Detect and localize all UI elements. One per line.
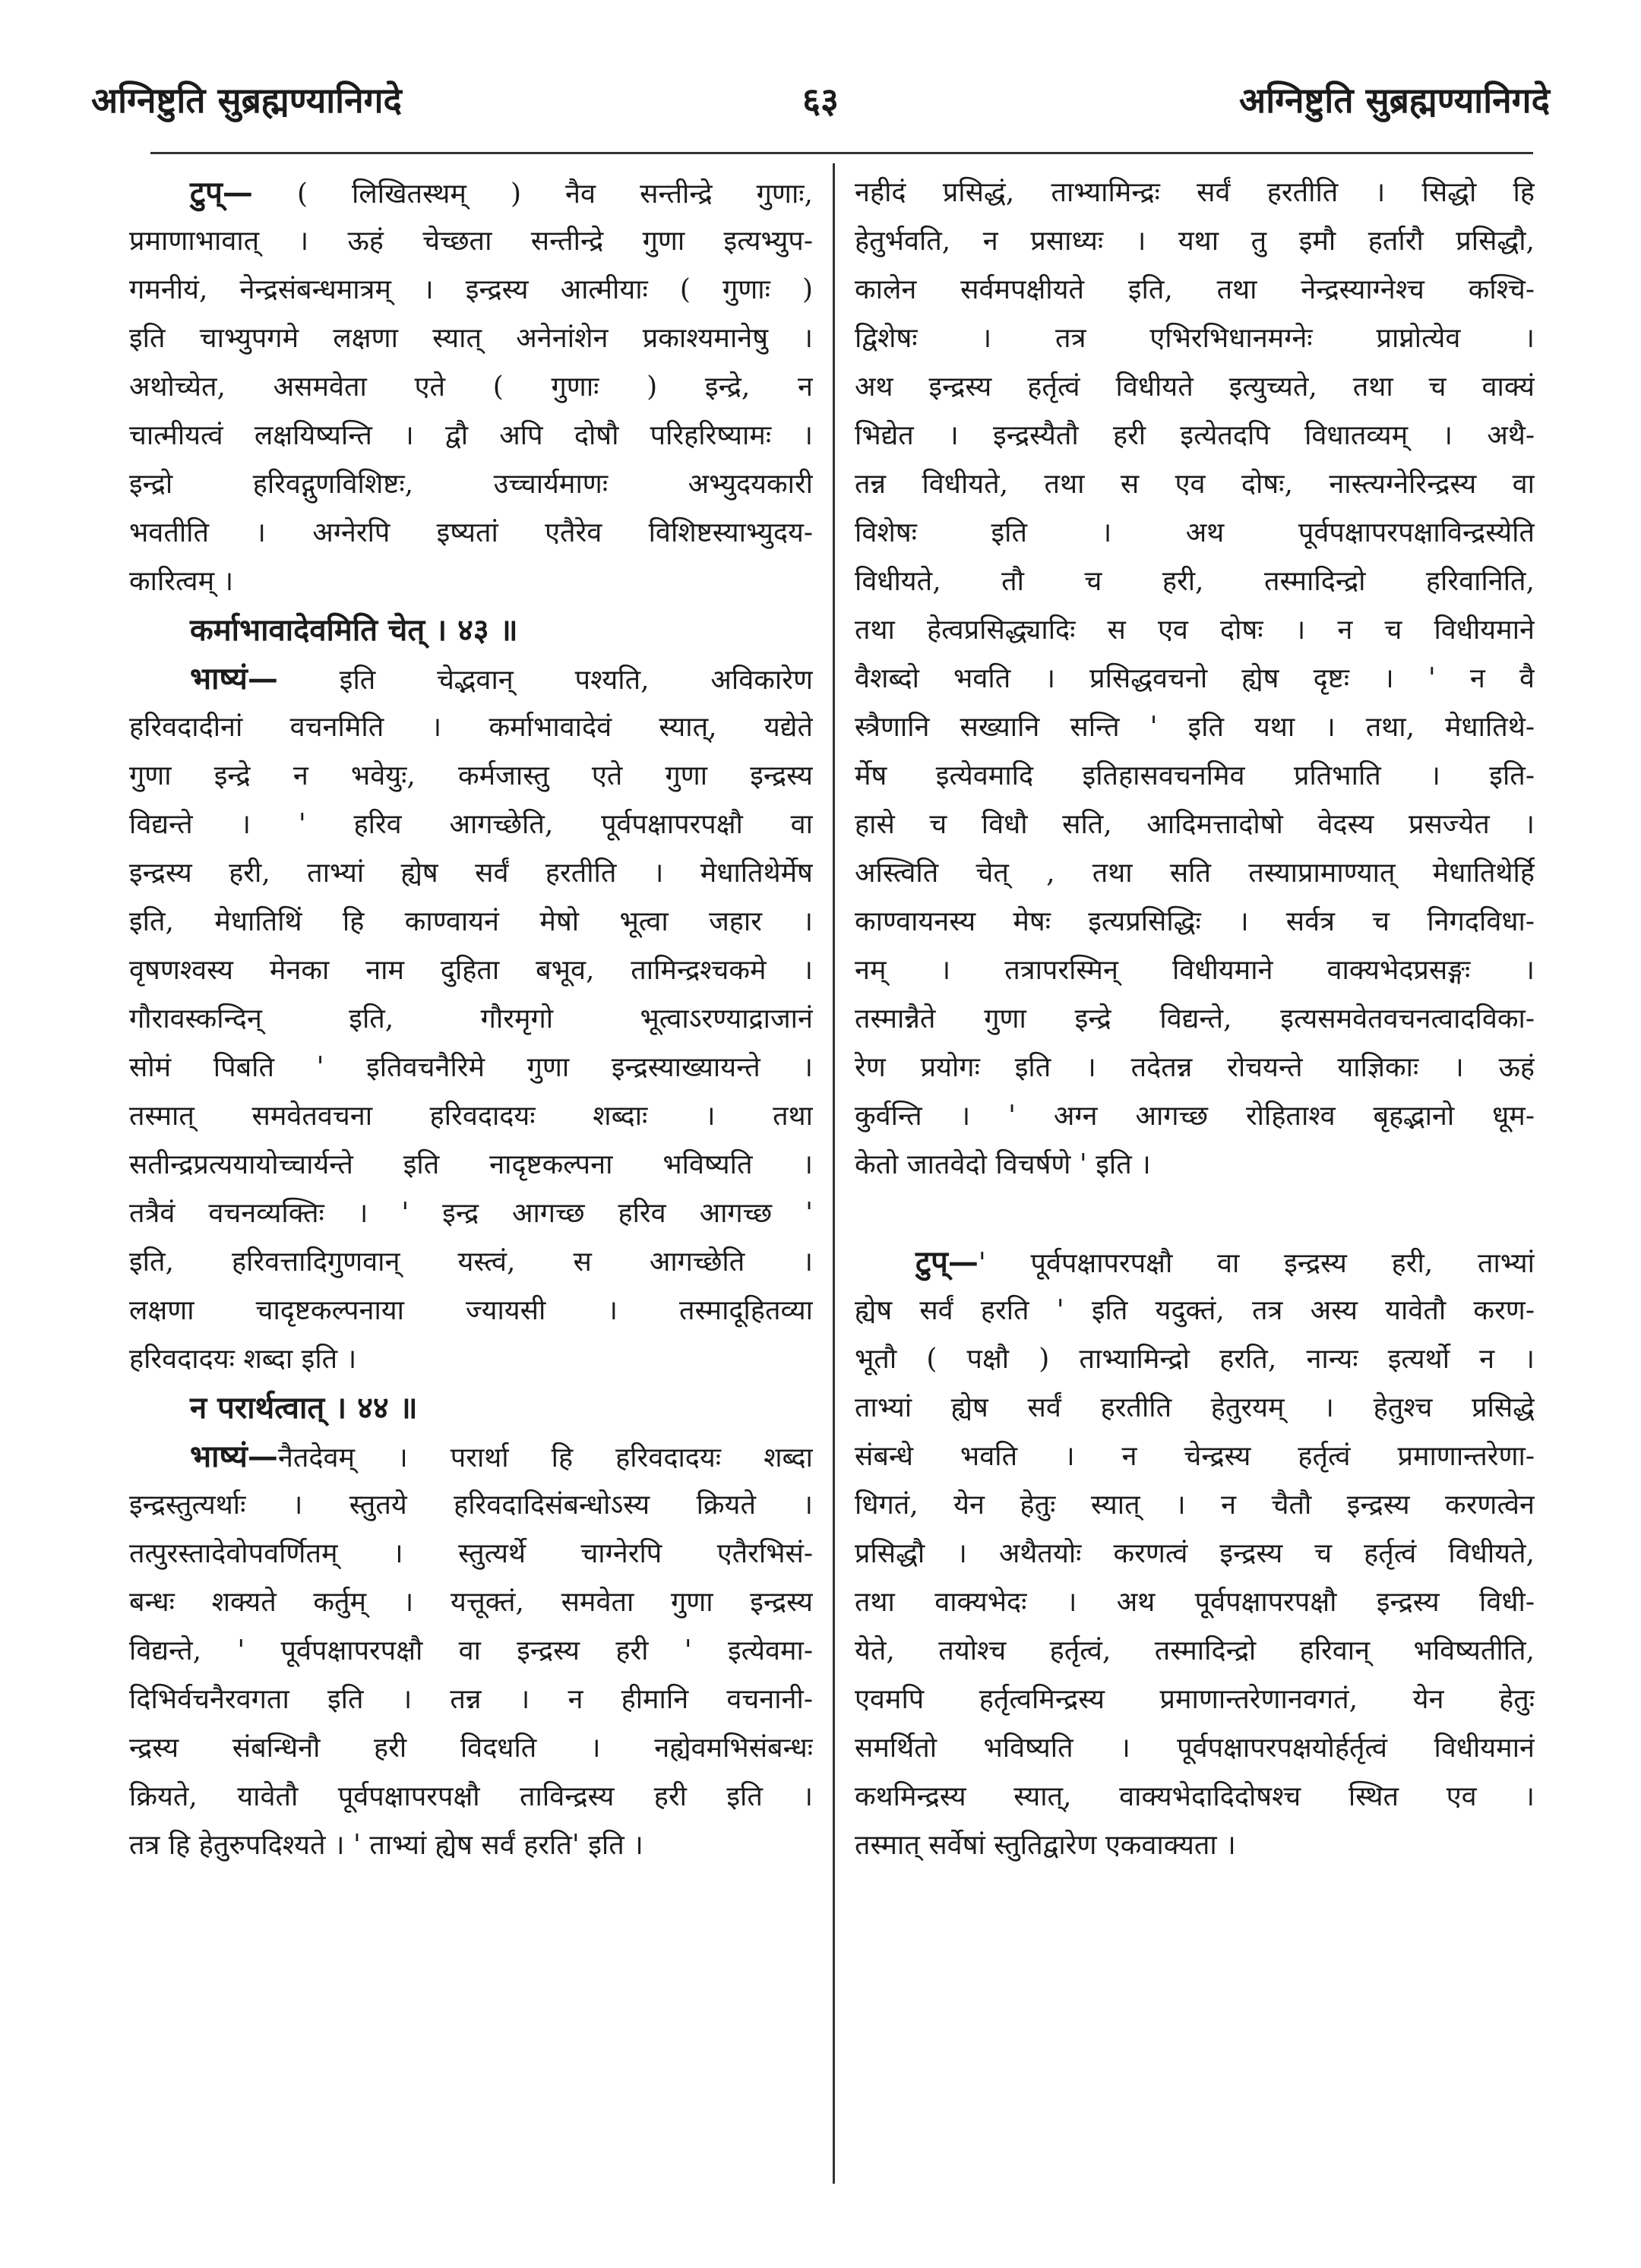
line-text: ( लिखितस्थम् ) नैव सन्तीन्द्रे गुणाः, [252,178,813,210]
line-text: संबन्धे भवति । न चेन्द्रस्य हर्तृत्वं प्रमाणान्तरेणा- [855,1441,1535,1472]
line-text: रेण प्रयोगः इति । तदेतन्न रोचयन्ते याज्ञिकाः । ऊहं [855,1052,1535,1083]
text-line [855,1627,1535,1676]
line-text: ' पूर्वपक्षापरपक्षौ वा इन्द्रस्य हरी, ताभ्यां [978,1248,1535,1279]
text-line [855,606,1535,655]
text-line [129,266,813,314]
text-line [855,509,1535,558]
text-line [855,1676,1535,1724]
left-column [129,169,813,1870]
text-line [855,1287,1535,1335]
text-line [855,1384,1535,1433]
text-line [855,1481,1535,1530]
text-line [855,1724,1535,1773]
line-text: इन्द्रस्तुत्यर्थाः । स्तुतये हरिवदादिसंबन्धोऽस्य क्रियते । [129,1489,813,1521]
text-line [129,460,813,509]
text-line [855,1044,1535,1092]
text-line [129,703,813,752]
text-line [855,1530,1535,1578]
line-text: समर्थितो भविष्यति । पूर्वपक्षापरपक्षयोर्हर्तृत्वं विधीयमानं [855,1733,1535,1764]
line-text: काण्वायनस्य मेषः इत्यप्रसिद्धिः । सर्वत्र च निगदविधा- [855,906,1535,937]
text-line [855,655,1535,703]
running-header [91,76,1550,129]
line-text: इन्द्रस्य हरी, ताभ्यां ह्येष सर्वं हरतीति । मेधातिथेर्मेष [129,858,813,889]
line-text: येते, तयोश्च हर्तृत्वं, तस्मादिन्द्रो हरिवान् भविष्यतीति, [855,1635,1535,1666]
line-text: दिभिर्वचनैरवगता इति । तन्न । न हीमानि वचनानी- [129,1684,813,1715]
text-line [129,1627,813,1676]
line-text: नैतदेवम् । परार्था हि हरिवदादयः शब्दा [277,1442,813,1474]
line-text: ताभ्यां ह्येष सर्वं हरतीति हेतुरयम् । हेतुश्च प्रसिद्धे [855,1392,1535,1423]
text-line [855,1773,1535,1821]
text-line [129,1724,813,1773]
line-text: प्रसिद्धौ । अथैतयोः करणत्वं इन्द्रस्य च हर्तृत्वं विधीयते, [855,1538,1535,1569]
text-line [129,558,813,606]
text-line [129,1287,813,1335]
text-line [129,1092,813,1141]
line-text: स्त्रैणानि सख्यानि सन्ति ' इति यथा । तथा, मेधातिथे- [855,712,1535,743]
running-title-left: अग्निष्टुति सुब्रह्मण्यानिगदे [91,80,402,121]
text-line [129,509,813,558]
text-line [129,849,813,898]
text-line [129,1238,813,1287]
line-text: वैशब्दो भवति । प्रसिद्धवचनो ह्येष दृष्टः । ' न वै [855,663,1535,694]
text-line [855,995,1535,1044]
line-text: इति चाभ्युपगमे लक्षणा स्यात् अनेनांशेन प्रकाश्यमानेषु । [129,323,813,354]
line-text: केतो जातवेदो विचर्षणे ' इति । [855,1149,1151,1180]
line-text: प्रमाणाभावात् । ऊहं चेच्छता सन्तीन्द्रे गुणा इत्यभ्युप- [129,226,813,257]
line-text: धिगतं, येन हेतुः स्यात् । न चैतौ इन्द्रस्य करणत्वेन [855,1489,1535,1521]
text-line [855,217,1535,266]
line-text: विधीयते, तौ च हरी, तस्मादिन्द्रो हरिवानिति, [855,566,1535,597]
text-line [129,1433,813,1481]
line-text: बन्धः शक्यते कर्तुम् । यत्तूक्तं, समवेता गुणा इन्द्रस्य [129,1587,813,1618]
line-text: कारित्वम् । [129,566,234,597]
text-line [855,1578,1535,1627]
line-text: कालेन सर्वमपक्षीयते इति, तथा नेन्द्रस्याग्नेश्च कश्चि- [855,274,1535,305]
blank-line [855,1189,1535,1238]
line-text: चात्मीयत्वं लक्षयिष्यन्ति । द्वौ अपि दोषौ परिहरिष्यामः । [129,420,813,451]
line-text: अथोच्येत, असमवेता एते ( गुणाः ) इन्द्रे, न [129,371,813,403]
text-line [129,752,813,801]
header-rule [150,152,1533,154]
line-text: लक्षणा चादृष्टकल्पनाया ज्यायसी । तस्मादूहितव्या [129,1295,813,1326]
text-line [855,1238,1535,1287]
line-text: विद्यन्ते, ' पूर्वपक्षापरपक्षौ वा इन्द्रस्य हरी ' इत्येवमा- [129,1635,813,1666]
line-text: गौरावस्कन्दिन् इति, गौरमृगो भूत्वाऽरण्याद्राजानं [129,1003,813,1034]
line-text: कर्माभावादेवमिति चेत् । ४३ ॥ [190,612,518,648]
text-line [129,1530,813,1578]
text-line [129,946,813,995]
text-line [129,314,813,363]
text-line [855,363,1535,412]
text-line [855,266,1535,314]
text-line [129,1141,813,1189]
text-line [855,946,1535,995]
text-line [129,1481,813,1530]
text-line [855,898,1535,946]
section-label: भाष्यं— [190,1439,278,1474]
column-divider [833,163,835,2184]
section-label: टुप्— [190,175,253,210]
text-line [129,898,813,946]
text-line [855,752,1535,801]
text-line [129,1578,813,1627]
text-line [855,1433,1535,1481]
line-text: तथा हेत्वप्रसिद्ध्यादिः स एव दोषः । न च विधीयमाने [855,614,1535,646]
line-text: एवमपि हर्तृत्वमिन्द्रस्य प्रमाणान्तरेणानवगतं, येन हेतुः [855,1684,1535,1715]
line-text: अस्त्विति चेत् , तथा सति तस्याप्रामाण्यात् मेधातिथेर्हि [855,858,1535,889]
line-text: गमनीयं, नेन्द्रसंबन्धमात्रम् । इन्द्रस्य आत्मीयाः ( गुणाः ) [129,274,813,305]
line-text: कुर्वन्ति । ' अग्न आगच्छ रोहिताश्व बृहद्भानो धूम- [855,1101,1535,1132]
line-text: न परार्थत्वात् । ४४ ॥ [190,1390,418,1426]
line-text: तस्मान्नैते गुणा इन्द्रे विद्यन्ते, इत्यसमवेतवचनत्वादविका- [855,1003,1535,1034]
page-number: ६३ [802,80,839,121]
text-line [129,1189,813,1238]
section-label: टुप्— [915,1244,979,1280]
line-text: हासे च विधौ सति, आदिमत्तादोषो वेदस्य प्रसज्येत । [855,809,1535,840]
line-text: तत्रैवं वचनव्यक्तिः । ' इन्द्र आगच्छ हरिव आगच्छ ' [129,1198,813,1229]
line-text: तस्मात् समवेतवचना हरिवदादयः शब्दाः । तथा [129,1101,813,1132]
text-line [855,849,1535,898]
line-text: तथा वाक्यभेदः । अथ पूर्वपक्षापरपक्षौ इन्द्रस्य विधी- [855,1587,1535,1618]
sutra-heading [129,606,813,655]
text-line [855,460,1535,509]
line-text: नहीदं प्रसिद्धं, ताभ्यामिन्द्रः सर्वं हरतीति । सिद्धो हि [855,177,1535,208]
line-text: इन्द्रो हरिवद्गुणविशिष्टः, उच्चार्यमाणः अभ्युदयकारी [129,469,813,500]
line-text: तत्र हि हेतुरुपदिश्यते । ' ताभ्यां ह्येष सर्वं हरति' इति । [129,1830,643,1861]
line-text: विशेषः इति । अथ पूर्वपक्षापरपक्षाविन्द्रस्येति [855,517,1535,548]
text-line [855,314,1535,363]
text-line [129,217,813,266]
line-text: र्मेष इत्येवमादि इतिहासवचनमिव प्रतिभाति । इति- [855,760,1535,791]
text-line [855,558,1535,606]
text-line [855,1821,1535,1870]
text-line [855,412,1535,460]
line-text: इति, हरिवत्तादिगुणवान् यस्त्वं, स आगच्छेति । [129,1246,813,1278]
text-line [129,655,813,703]
text-line [129,412,813,460]
text-line [129,1773,813,1821]
text-line [129,1676,813,1724]
line-text: अथ इन्द्रस्य हर्तृत्वं विधीयते इत्युच्यते, तथा च वाक्यं [855,371,1535,403]
text-line [855,1092,1535,1141]
text-line [129,1044,813,1092]
text-line [855,1335,1535,1384]
line-text: ह्येष सर्वं हरति ' इति यदुक्तं, तत्र अस्य यावेतौ करण- [855,1295,1535,1326]
text-line [129,995,813,1044]
text-line [129,1821,813,1870]
line-text: इति, मेधातिथिं हि काण्वायनं मेषो भूत्वा जहार । [129,906,813,937]
line-text: तस्मात् सर्वेषां स्तुतिद्वारेण एकवाक्यता । [855,1830,1236,1861]
line-text: कथमिन्द्रस्य स्यात्, वाक्यभेदादिदोषश्च स्थित एव । [855,1781,1535,1812]
text-line [855,169,1535,217]
line-text: तन्न विधीयते, तथा स एव दोषः, नास्त्यग्नेरिन्द्रस्य वा [855,469,1535,500]
text-line [855,801,1535,849]
text-line [855,703,1535,752]
line-text: नम् । तत्रापरस्मिन् विधीयमाने वाक्यभेदप्रसङ्गः । [855,955,1535,986]
line-text: क्रियते, यावेतौ पूर्वपक्षापरपक्षौ ताविन्द्रस्य हरी इति । [129,1781,813,1812]
line-text: हेतुर्भवति, न प्रसाध्यः । यथा तु इमौ हर्तारौ प्रसिद्धौ, [855,226,1535,257]
running-title-right: अग्निष्टुति सुब्रह्मण्यानिगदे [1239,80,1550,121]
line-text: वृषणश्वस्य मेनका नाम दुहिता बभूव, तामिन्द्रश्चकमे । [129,955,813,986]
line-text: भवतीति । अग्नेरपि इष्यतां एतैरेव विशिष्टस्याभ्युदय- [129,517,813,548]
line-text: भूतौ ( पक्षौ ) ताभ्यामिन्द्रो हरति, नान्यः इत्यर्थो न । [855,1344,1535,1375]
right-column [855,169,1535,1870]
line-text: द्विशेषः । तत्र एभिरभिधानमग्नेः प्राप्नोत्येव । [855,323,1535,354]
text-line [129,801,813,849]
text-line [129,1335,813,1384]
line-text: सतीन्द्रप्रत्ययायोच्चार्यन्ते इति नादृष्टकल्पना भविष्यति । [129,1149,813,1180]
line-text: हरिवदादयः शब्दा इति । [129,1344,357,1375]
line-text: हरिवदादीनां वचनमिति । कर्माभावादेवं स्यात्, यद्येते [129,712,813,743]
line-text: इति चेद्भवान् पश्यति, अविकारेण [277,665,813,696]
text-line [855,1141,1535,1189]
line-text: गुणा इन्द्रे न भवेयुः, कर्मजास्तु एते गुणा इन्द्रस्य [129,760,813,791]
line-text: तत्पुरस्तादेवोपवर्णितम् । स्तुत्यर्थे चाग्नेरपि एतैरभिसं- [129,1538,813,1569]
line-text: भिद्येत । इन्द्रस्यैतौ हरी इत्येतदपि विधातव्यम् । अथै- [855,420,1535,451]
section-label: भाष्यं— [190,661,278,697]
text-line [129,169,813,217]
text-line [129,363,813,412]
line-text: सोमं पिबति ' इतिवचनैरिमे गुणा इन्द्रस्याख्यायन्ते । [129,1052,813,1083]
line-text: न्द्रस्य संबन्धिनौ हरी विदधति । नह्येवमभिसंबन्धः [129,1733,813,1764]
sutra-heading [129,1384,813,1433]
line-text: विद्यन्ते । ' हरिव आगच्छेति, पूर्वपक्षापरपक्षौ वा [129,809,813,840]
